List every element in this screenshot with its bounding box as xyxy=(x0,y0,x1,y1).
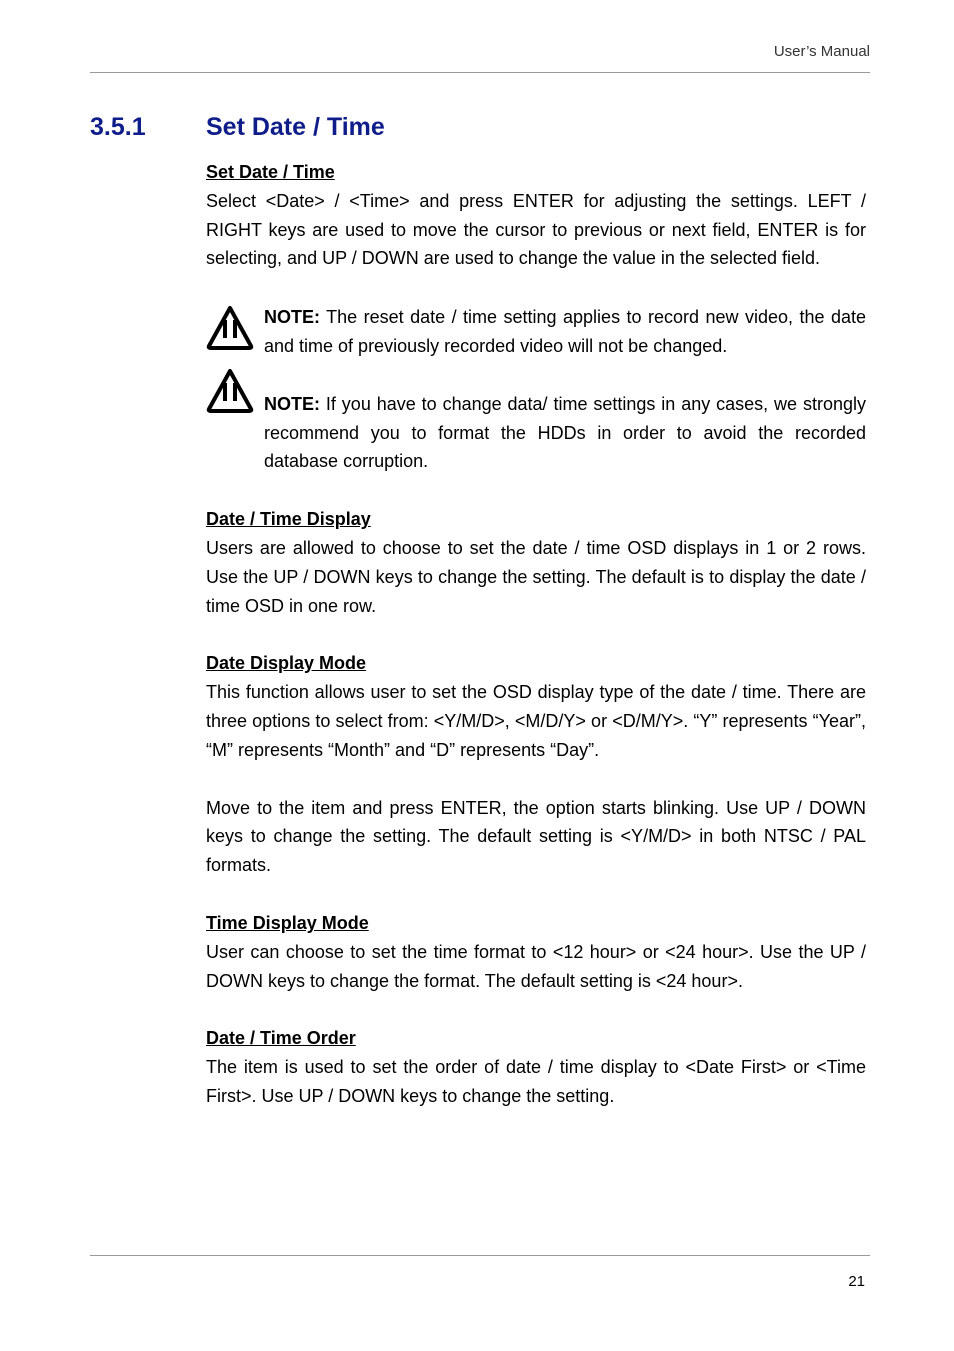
page-number: 21 xyxy=(848,1273,865,1290)
subheading-time-display-mode: Time Display Mode xyxy=(206,912,369,933)
footer-divider xyxy=(90,1255,870,1256)
note-1-label: NOTE: xyxy=(264,307,320,328)
running-header: User’s Manual xyxy=(773,43,870,60)
note-1-text: The reset date / time setting applies to record new video, the date and time of previously recorded video will not be changed. xyxy=(264,307,866,356)
subheading-date-display-mode: Date Display Mode xyxy=(206,653,367,674)
subheading-date-time-display: Date / Time Display xyxy=(206,509,371,530)
section-number: 3.5.1 xyxy=(90,113,146,141)
note-2 xyxy=(206,390,866,476)
note-1 xyxy=(206,303,866,361)
paragraph-date-time-order: The item is used to set the order of date / time display to <Date First> or <Time First>. Use UP / DOWN keys to change the setting. xyxy=(206,1057,866,1106)
paragraph-set-date-time: Select <Date> / <Time> and press ENTER for adjusting the settings. LEFT / RIGHT keys are used to move the cursor to previous or next field, ENTER is for selecting, and UP / DOWN are used to change the value in the selected field. xyxy=(206,190,866,269)
note-2-text: If you have to change data/ time settings in any cases, we strongly recommend you to format the HDDs in order to avoid the recorded database corruption. xyxy=(264,393,866,472)
subheading-set-date-time: Set Date / Time xyxy=(206,162,335,182)
warning-icon xyxy=(206,368,254,414)
paragraph-date-time-display: Users are allowed to choose to set the date / time OSD displays in 1 or 2 rows. Use the UP / DOWN keys to change the setting. The default is to display the date / time OSD in one row. xyxy=(206,537,866,616)
paragraph-time-display-mode: User can choose to set the time format to <12 hour> or <24 hour>. Use the UP / DOWN keys to change the format. The default setting is <24 hour>. xyxy=(206,941,866,991)
section-title: Set Date / Time xyxy=(206,113,385,141)
section-heading xyxy=(90,113,385,142)
note-2-label: NOTE: xyxy=(264,393,320,414)
header-divider xyxy=(90,72,870,73)
paragraph-date-display-mode-2: Move to the item and press ENTER, the option starts blinking. Use UP / DOWN keys to change the setting. The default setting is <Y/M/D> in both NTSC / PAL formats. xyxy=(206,797,866,876)
paragraph-date-display-mode-1: This function allows user to set the OSD display type of the date / time. There are three options to select from: <Y/M/D>, <M/D/Y> or <D/M/Y>. “Y” represents “Year”, “M” represents “Month” and “D” represents “Day”. xyxy=(206,682,866,760)
subheading-date-time-order: Date / Time Order xyxy=(206,1028,356,1049)
page-content xyxy=(206,158,866,1111)
warning-icon xyxy=(206,305,254,351)
